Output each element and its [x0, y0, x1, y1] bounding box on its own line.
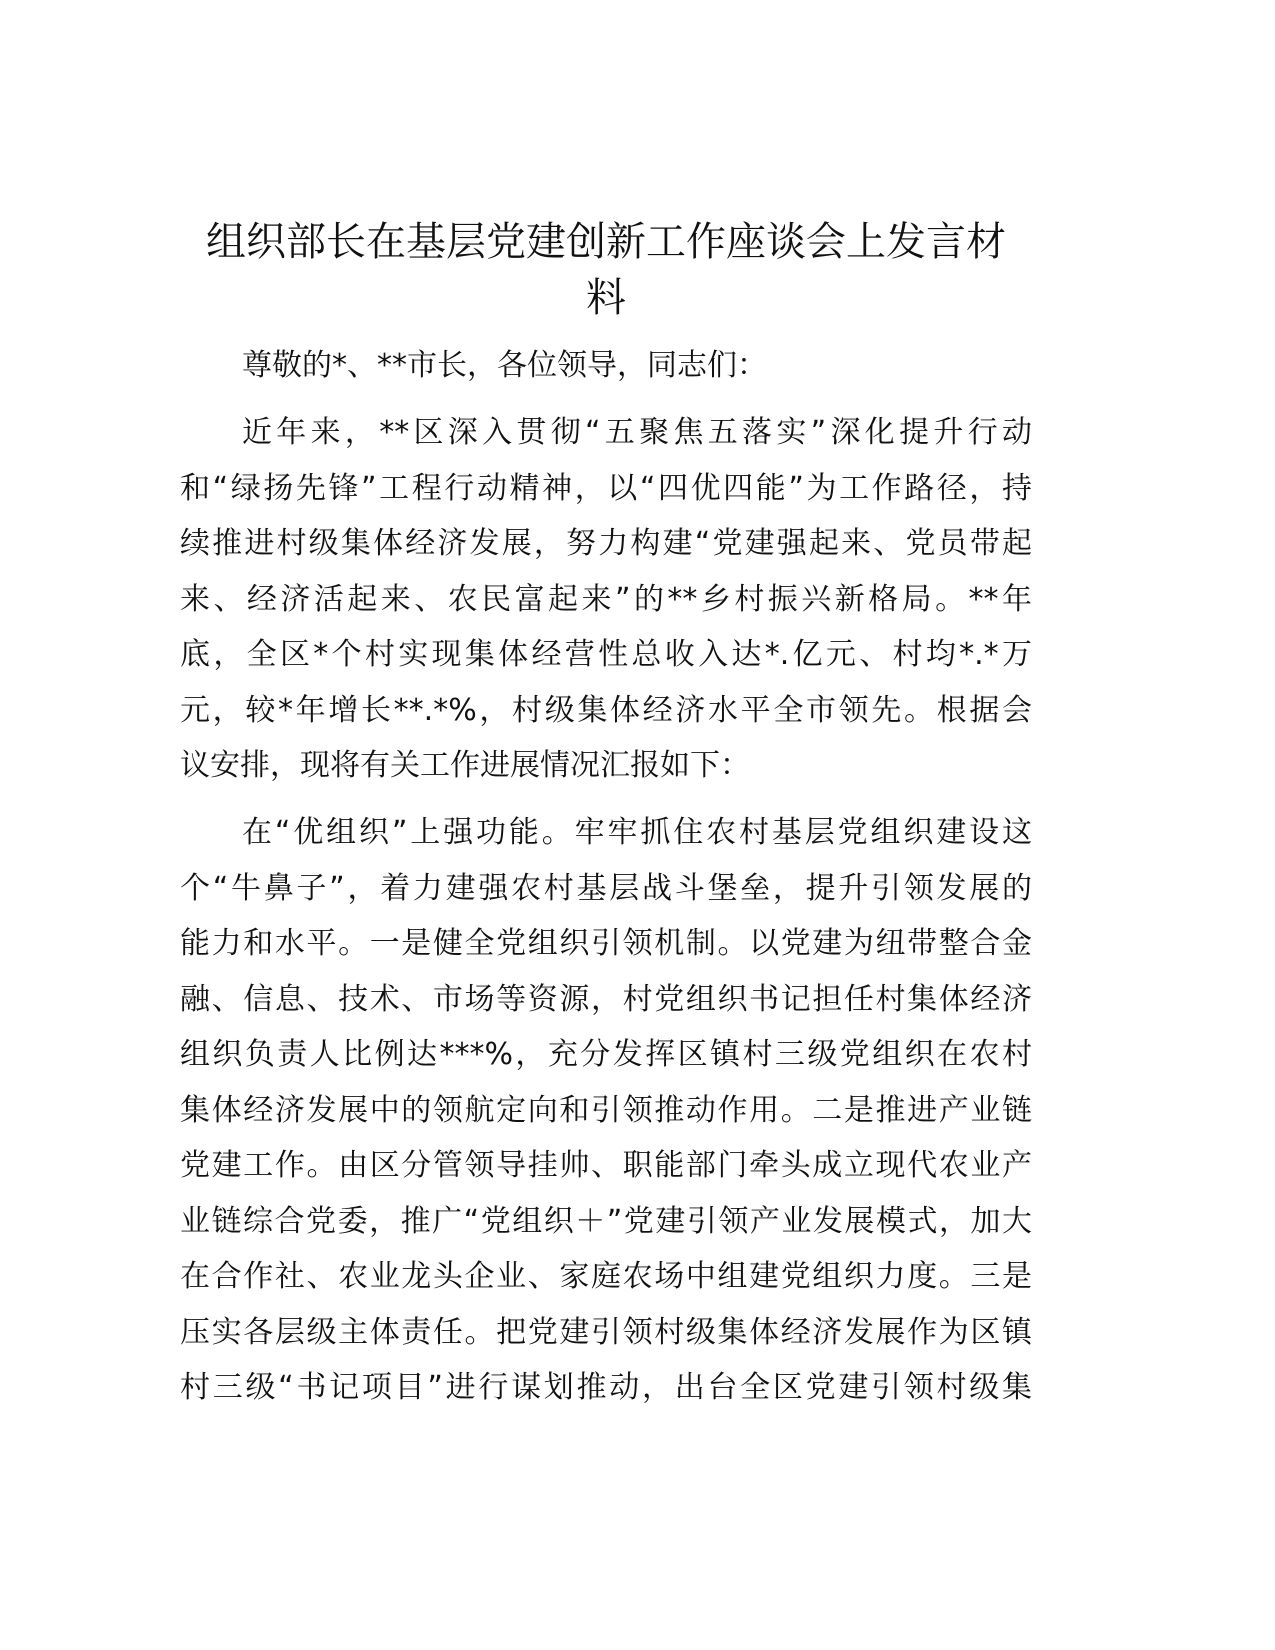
text-line: 在“优组织”上强功能。牢牢抓住农村基层党组织建设这 — [242, 815, 1032, 850]
paragraph — [180, 805, 1032, 1416]
text-line: 议安排，现将有关工作进展情况汇报如下： — [180, 748, 750, 783]
text-line: 集体经济发展中的领航定向和引领推动作用。二是推进产业链 — [180, 1092, 1032, 1128]
text-line: 元，较*年增长**.*%，村级集体经济水平全市领先。根据会 — [180, 692, 1032, 728]
paragraph — [180, 405, 1032, 794]
document-body — [180, 338, 1032, 1427]
text-line: 党建工作。由区分管领导挂帅、职能部门牵头成立现代农业产 — [180, 1148, 1032, 1183]
text-line: 在合作社、农业龙头企业、家庭农场中组建党组织力度。三是 — [180, 1259, 1032, 1294]
text-line: 融、信息、技术、市场等资源，村党组织书记担任村集体经济 — [180, 981, 1032, 1017]
text-line: 和“绿扬先锋”工程行动精神，以“四优四能”为工作路径，持 — [180, 470, 1032, 506]
document-title — [180, 214, 1032, 326]
title-line: 组织部长在基层党建创新工作座谈会上发言材 — [206, 219, 1006, 265]
text-line: 续推进村级集体经济发展，努力构建“党建强起来、党员带起 — [180, 526, 1032, 561]
text-line: 业链综合党委，推广“党组织＋”党建引领产业发展模式，加大 — [180, 1203, 1032, 1239]
title-line: 料 — [586, 275, 626, 321]
salutation — [180, 338, 1032, 394]
text-line: 近年来，**区深入贯彻“五聚焦五落实”深化提升行动 — [242, 415, 1032, 450]
text-line: 底，全区*个村实现集体经营性总收入达*.亿元、村均*.*万 — [180, 637, 1032, 672]
text-line: 村三级“书记项目”进行谋划推动，出台全区党建引领村级集 — [180, 1370, 1032, 1405]
text-line: 压实各层级主体责任。把党建引领村级集体经济发展作为区镇 — [180, 1314, 1032, 1350]
text-line: 尊敬的*、**市长，各位领导，同志们： — [242, 348, 767, 383]
text-line: 个“牛鼻子”，着力建强农村基层战斗堡垒，提升引领发展的 — [180, 870, 1032, 906]
text-line: 组织负责人比例达***%，充分发挥区镇村三级党组织在农村 — [180, 1037, 1032, 1072]
text-line: 能力和水平。一是健全党组织引领机制。以党建为纽带整合金 — [180, 926, 1032, 961]
text-line: 来、经济活起来、农民富起来”的**乡村振兴新格局。**年 — [180, 581, 1032, 617]
